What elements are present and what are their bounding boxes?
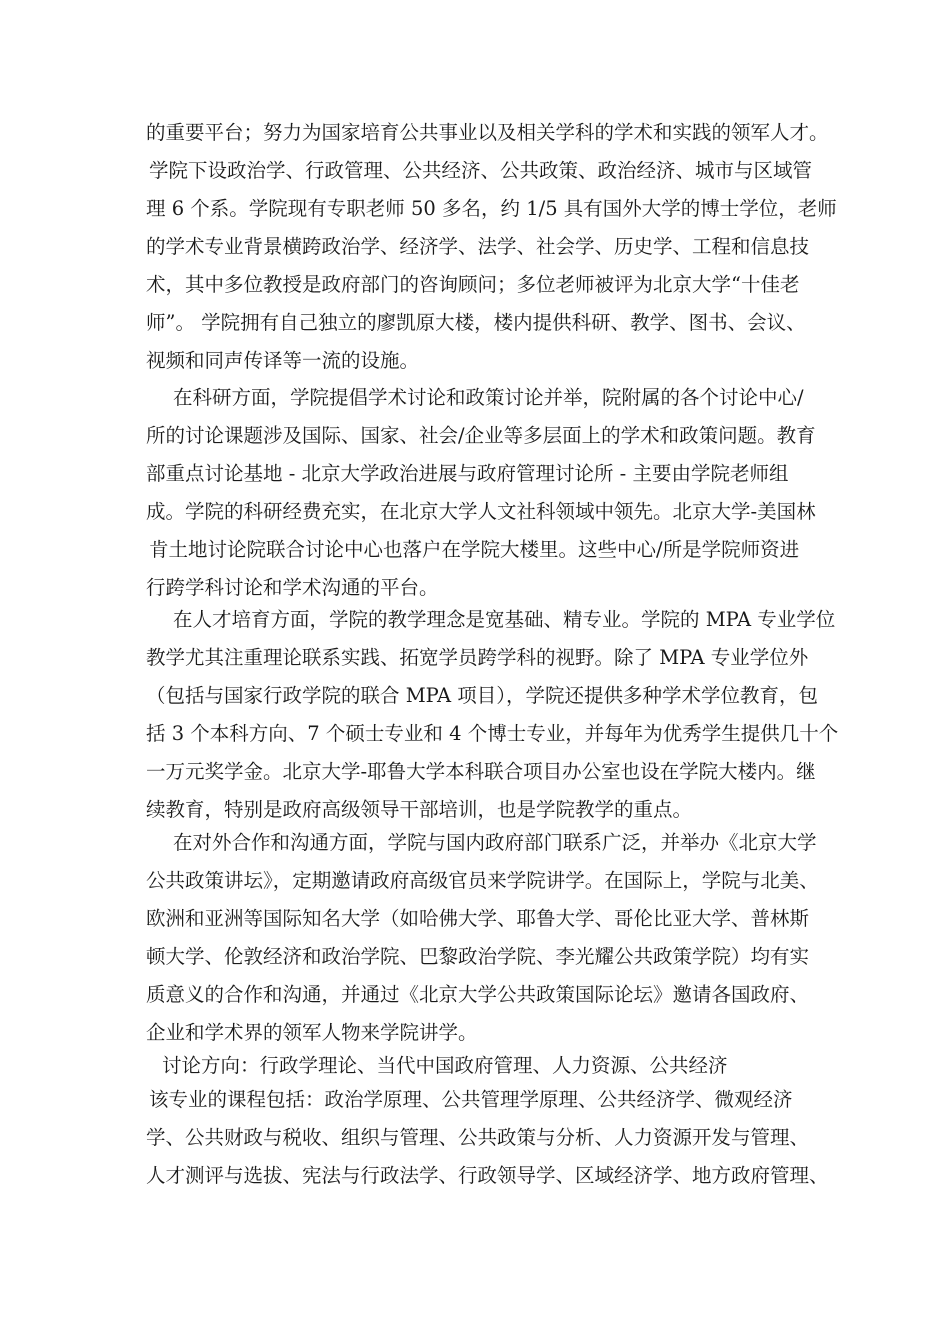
text-line: 欧洲和亚洲等国际知名大学（如哈佛大学、耶鲁大学、哥伦比亚大学、普林斯: [146, 907, 810, 930]
text-line: 学、公共财政与税收、组织与管理、公共政策与分析、人力资源开发与管理、: [146, 1126, 810, 1149]
text-line: 术，其中多位教授是政府部门的咨询顾问；多位老师被评为北京大学“十佳老: [146, 273, 800, 296]
text-line: 的重要平台；努力为国家培育公共事业以及相关学科的学术和实践的领军人才。: [146, 121, 829, 144]
text-line: 顿大学、伦敦经济和政治学院、巴黎政治学院、李光耀公共政策学院）均有实: [146, 945, 810, 968]
text-line: 学院下设政治学、行政管理、公共经济、公共政策、政治经济、城市与区域管: [149, 159, 813, 182]
text-line: 一万元奖学金。北京大学-耶鲁大学本科联合项目办公室也设在学院大楼内。继: [146, 760, 816, 783]
text-line: 讨论方向：行政学理论、当代中国政府管理、人力资源、公共经济: [162, 1054, 728, 1077]
text-line: 部重点讨论基地 - 北京大学政治进展与政府管理讨论所 - 主要由学院老师组: [146, 462, 789, 485]
text-line: 公共政策讲坛》，定期邀请政府高级官员来学院讲学。在国际上，学院与北美、: [146, 869, 819, 892]
text-line: 在人才培育方面，学院的教学理念是宽基础、精专业。学院的 MPA 专业学位: [173, 608, 836, 631]
text-line: 行跨学科讨论和学术沟通的平台。: [146, 576, 439, 599]
text-line: 在对外合作和沟通方面，学院与国内政府部门联系广泛，并举办《北京大学: [173, 831, 817, 854]
text-line: 的学术专业背景横跨政治学、经济学、法学、社会学、历史学、工程和信息技: [146, 235, 810, 258]
text-line: （包括与国家行政学院的联合 MPA 项目），学院还提供多种学术学位教育，包: [146, 684, 819, 707]
text-line: 该专业的课程包括：政治学原理、公共管理学原理、公共经济学、微观经济: [149, 1088, 793, 1111]
text-line: 在科研方面，学院提倡学术讨论和政策讨论并举，院附属的各个讨论中心/: [173, 386, 804, 409]
text-line: 质意义的合作和沟通，并通过《北京大学公共政策国际论坛》邀请各国政府、: [146, 983, 810, 1006]
text-line: 括 3 个本科方向、7 个硕士专业和 4 个博士专业，并每年为优秀学生提供几十个: [146, 722, 839, 745]
text-line: 续教育，特别是政府高级领导干部培训，也是学院教学的重点。: [146, 798, 693, 821]
text-line: 教学尤其注重理论联系实践、拓宽学员跨学科的视野。除了 MPA 专业学位外: [146, 646, 809, 669]
text-line: 成。学院的科研经费充实，在北京大学人文社科领域中领先。北京大学-美国林: [146, 500, 816, 523]
text-line: 人才测评与选拔、宪法与行政法学、行政领导学、区域经济学、地方政府管理、: [146, 1164, 829, 1187]
text-line: 肯土地讨论院联合讨论中心也落户在学院大楼里。这些中心/所是学院师资进: [149, 538, 800, 561]
text-line: 师”。 学院拥有自己独立的廖凯原大楼，楼内提供科研、教学、图书、会议、: [146, 311, 806, 334]
text-line: 企业和学术界的领军人物来学院讲学。: [146, 1021, 478, 1044]
text-line: 所的讨论课题涉及国际、国家、社会/企业等多层面上的学术和政策问题。教育: [146, 424, 816, 447]
text-line: 理 6 个系。学院现有专职老师 50 多名，约 1/5 具有国外大学的博士学位，老师: [146, 197, 837, 220]
text-line: 视频和同声传译等一流的设施。: [146, 349, 420, 372]
